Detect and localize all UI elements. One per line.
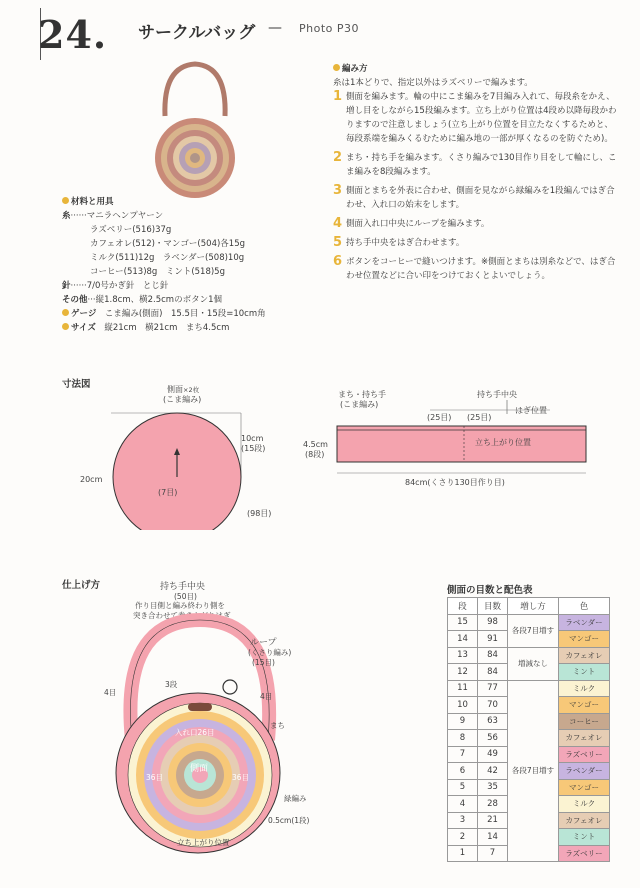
instructions-heading: 編み方: [342, 64, 368, 74]
svg-text:側面×2枚: 側面×2枚: [167, 385, 200, 394]
svg-text:(15段): (15段): [241, 444, 266, 453]
yarn-color: カフェオレ: [559, 647, 610, 664]
stitch-count: 63: [478, 713, 508, 730]
stitch-count: 21: [478, 812, 508, 829]
svg-text:0.5cm(1段): 0.5cm(1段): [268, 816, 310, 825]
svg-text:(こま編み): (こま編み): [163, 395, 202, 404]
svg-text:10cm: 10cm: [241, 434, 264, 443]
materials-section: 材料と用具 糸······マニラヘンプヤーン ラズベリー(516)37g カフェオレ(512)・マンゴー(504)各15g ミルク(511)12g ラベンダー(508)10g コーヒー(513)8g ミント(518)5g 針······7/0号かぎ針 とじ針 その他···縦1.8cm、横2.5cmのボタン1個 ゲージ こま編み(側面) 15.5目・15段=10cm角 サイズ 縦21cm 横21cm まち4.5cm: [62, 195, 322, 335]
gauge-label: ゲージ: [71, 309, 97, 319]
svg-text:3段: 3段: [165, 680, 178, 689]
svg-text:(8段): (8段): [305, 450, 325, 459]
row-number: 9: [448, 713, 478, 730]
svg-text:(25目): (25目): [427, 413, 452, 422]
svg-text:まち・持ち手: まち・持ち手: [338, 390, 386, 399]
gusset-strip: [337, 426, 586, 462]
finishing-diagram: [80, 575, 420, 875]
row-number: 10: [448, 697, 478, 714]
size-value: 縦21cm 横21cm まち4.5cm: [104, 323, 230, 333]
stitch-count: 35: [478, 779, 508, 796]
other-label: その他: [62, 295, 88, 305]
yarn-color: マンゴー: [559, 631, 610, 648]
instruction-step: 1 側面を編みます。輪の中にこま編みを7目編み入れて、毎段糸をかえ、増し目をしながら15段編みます。立ち上がり位置は4段め以降毎段かわりますので注意しましょう(立ち上がり位置を目立たなくするためと、毎段系端を編みくるむために編み地の一部が厚くなるのを防ぐため)。: [333, 89, 617, 144]
svg-text:持ち手中央: 持ち手中央: [160, 582, 206, 592]
gauge-value: こま編み(側面) 15.5目・15段=10cm角: [104, 309, 266, 319]
yarn-color: カフェオレ: [559, 730, 610, 747]
row-number: 11: [448, 680, 478, 697]
yarn-line: コーヒー(513)8g ミント(518)5g: [90, 267, 225, 277]
yarn-color: ラベンダー: [559, 763, 610, 780]
table-header: 色: [559, 598, 610, 615]
yarn-color: ミルク: [559, 680, 610, 697]
yarn-color: ミント: [559, 829, 610, 846]
row-number: 4: [448, 796, 478, 813]
bullet-icon: [333, 64, 340, 71]
table-heading: 側面の目数と配色表: [447, 585, 533, 596]
other-value: 縦1.8cm、横2.5cmのボタン1個: [95, 295, 222, 305]
svg-text:入れ口26目: 入れ口26目: [175, 728, 215, 737]
stitch-count: 42: [478, 763, 508, 780]
svg-text:持ち手中央: 持ち手中央: [477, 390, 517, 399]
svg-text:4目: 4目: [260, 692, 273, 701]
svg-text:緑編み: 緑編み: [284, 794, 307, 803]
yarn-color: ラベンダー: [559, 614, 610, 631]
increase-method: 各段7目増す: [508, 614, 559, 647]
instruction-step: 3 側面とまちを外表に合わせ、側面を見ながら緑編みを1段編んではぎ合わせ、入れ口の始末をします。: [333, 183, 615, 210]
dimension-diagram: [75, 380, 595, 530]
loop-icon: [223, 680, 237, 694]
svg-text:4目: 4目: [104, 688, 117, 697]
table-row: [448, 680, 610, 697]
svg-text:はぎ位置: はぎ位置: [515, 406, 547, 415]
svg-text:4.5cm: 4.5cm: [303, 440, 328, 449]
svg-text:36目: 36目: [146, 773, 164, 782]
yarn-line: カフェオレ(512)・マンゴー(504)各15g: [90, 239, 245, 249]
title-dash: —: [268, 20, 282, 36]
needle-label: 針: [62, 281, 71, 291]
stitch-color-table: [447, 597, 610, 862]
svg-text:側面: 側面: [190, 764, 209, 774]
svg-text:20cm: 20cm: [80, 475, 103, 484]
row-number: 15: [448, 614, 478, 631]
table-row: [448, 614, 610, 631]
row-number: 2: [448, 829, 478, 846]
row-number: 14: [448, 631, 478, 648]
svg-text:まち: まち: [270, 721, 285, 730]
stitch-count: 98: [478, 614, 508, 631]
yarn-line: ミルク(511)12g ラベンダー(508)10g: [90, 253, 245, 263]
materials-heading: 材料と用具: [71, 197, 114, 207]
row-number: 7: [448, 746, 478, 763]
svg-text:立ち上がり位置: 立ち上がり位置: [475, 438, 531, 447]
instruction-step: 6 ボタンをコーヒーで縫いつけます。※側面とまちは別糸などで、はぎ合わせ位置などに合い印をつけておくとよいでしょう。: [333, 254, 616, 281]
table-row: [448, 647, 610, 664]
bullet-icon: [62, 197, 69, 204]
pattern-number: 24.: [38, 12, 108, 57]
row-number: 12: [448, 664, 478, 681]
yarn-line: ラズベリー(516)37g: [90, 225, 172, 235]
instruction-step: 2 まち・持ち手を編みます。くさり編みで130目作り目をして輪にし、こま編みを8段編みます。: [333, 150, 617, 177]
pattern-title: サークルバッグ: [138, 23, 256, 43]
stitch-count: 70: [478, 697, 508, 714]
svg-text:突き合わせて巻きかがりはぎ: 突き合わせて巻きかがりはぎ: [133, 611, 231, 620]
svg-text:84cm(くさり130目作り目): 84cm(くさり130目作り目): [405, 478, 505, 487]
yarn-color: カフェオレ: [559, 812, 610, 829]
increase-method: 各段7目増す: [508, 680, 559, 862]
svg-text:(98目): (98目): [247, 509, 272, 518]
button-icon: [188, 703, 212, 711]
increase-method: 増減なし: [508, 647, 559, 680]
bag-photo: [135, 58, 255, 198]
stitch-count: 56: [478, 730, 508, 747]
finishing-heading: 仕上げ方: [62, 580, 101, 591]
yarn-label: 糸: [62, 211, 71, 221]
row-number: 3: [448, 812, 478, 829]
yarn-color: ラズベリー: [559, 845, 610, 862]
svg-text:36目: 36目: [232, 773, 250, 782]
table-header: 増し方: [508, 598, 559, 615]
instructions-section: [333, 62, 618, 288]
instruction-step: 5 持ち手中央をはぎ合わせます。: [333, 235, 465, 250]
table-header: 目数: [478, 598, 508, 615]
bullet-icon: [62, 323, 69, 330]
yarn-color: マンゴー: [559, 697, 610, 714]
stitch-count: 77: [478, 680, 508, 697]
row-number: 5: [448, 779, 478, 796]
row-number: 8: [448, 730, 478, 747]
instruction-step: 4 側面入れ口中央にループを編みます。: [333, 216, 490, 231]
photo-reference: Photo P30: [299, 22, 360, 35]
stitch-count: 84: [478, 664, 508, 681]
svg-text:(50目): (50目): [174, 592, 197, 601]
svg-text:(こま編み): (こま編み): [340, 400, 379, 409]
svg-text:作り目側と編み終わり側を: 作り目側と編み終わり側を: [135, 601, 225, 610]
yarn-color: ミルク: [559, 796, 610, 813]
stitch-count: 7: [478, 845, 508, 862]
stitch-count: 91: [478, 631, 508, 648]
bullet-icon: [62, 309, 69, 316]
svg-text:(くさり編み): (くさり編み): [248, 648, 292, 657]
yarn-name: マニラヘンプヤーン: [86, 211, 164, 221]
needle-value: 7/0号かぎ針 とじ針: [86, 281, 169, 291]
instructions-intro: 糸は1本どりで、指定以外はラズベリーで編みます。: [333, 78, 533, 88]
stitch-count: 84: [478, 647, 508, 664]
stitch-count: 49: [478, 746, 508, 763]
svg-text:立ち上がり位置: 立ち上がり位置: [177, 838, 230, 847]
svg-text:(15目): (15目): [252, 658, 275, 667]
size-label: サイズ: [71, 323, 96, 333]
row-number: 13: [448, 647, 478, 664]
yarn-color: ラズベリー: [559, 746, 610, 763]
yarn-color: コーヒー: [559, 713, 610, 730]
row-number: 6: [448, 763, 478, 780]
table-header: 段: [448, 598, 478, 615]
dimensions-heading: 寸法図: [62, 379, 91, 390]
svg-text:(7目): (7目): [158, 488, 178, 497]
stitch-count: 28: [478, 796, 508, 813]
row-number: 1: [448, 845, 478, 862]
svg-text:ループ: ループ: [250, 638, 277, 648]
yarn-color: ミント: [559, 664, 610, 681]
stitch-count: 14: [478, 829, 508, 846]
svg-text:(25目): (25目): [467, 413, 492, 422]
yarn-color: マンゴー: [559, 779, 610, 796]
